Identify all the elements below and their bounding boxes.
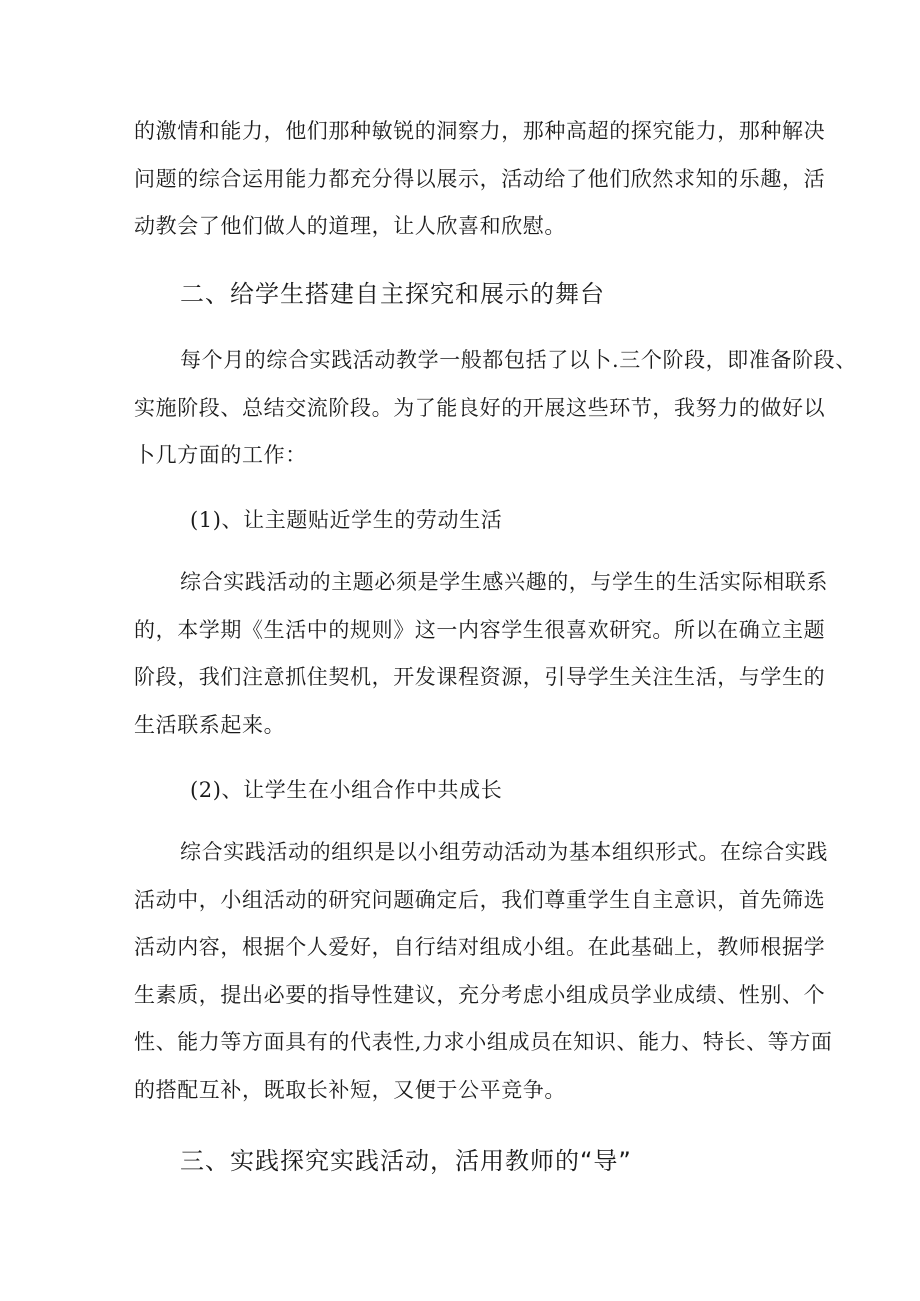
sub2-line-6: 的搭配互补，既取长补短，又便于公平竞争。 bbox=[134, 1078, 566, 1102]
section2-line-2: 实施阶段、总结交流阶段。为了能良好的开展这些环节，我努力的做好以 bbox=[134, 396, 826, 420]
sub2-line-5: 性、能力等方面具有的代表性,力求小组成员在知识、能力、特长、等方面 bbox=[134, 1030, 833, 1054]
sub2-line-4: 生素质，提出必要的指导性建议，充分考虑小组成员学业成绩、性别、个 bbox=[134, 983, 826, 1007]
intro-line-2: 问题的综合运用能力都充分得以展示，活动给了他们欣然求知的乐趣，活 bbox=[134, 167, 826, 191]
section-heading-3: 三、实践探究实践活动，活用教师的“导” bbox=[180, 1147, 632, 1175]
sub1-line-1: 综合实践活动的主题必须是学生感兴趣的，与学生的生活实际相联系 bbox=[180, 570, 828, 594]
sub1-line-2: 的，本学期《生活中的规则》这一内容学生很喜欢研究。所以在确立主题 bbox=[134, 618, 826, 642]
section2-line-1: 每个月的综合实践活动教学一般都包括了以卜.三个阶段，即准备阶段、 bbox=[180, 348, 857, 372]
sub1-line-4: 生活联系起来。 bbox=[134, 713, 286, 737]
section-heading-2: 二、给学生搭建自主探究和展示的舞台 bbox=[180, 280, 605, 308]
sub2-line-3: 活动内容，根据个人爱好，自行结对组成小组。在此基础上，教师根据学 bbox=[134, 935, 826, 959]
subheading-1: (1)、让主题贴近学生的劳动生活 bbox=[190, 508, 503, 532]
sub2-line-2: 活动中，小组活动的研究问题确定后，我们尊重学生自主意识，首先筛选 bbox=[134, 888, 826, 912]
intro-line-3: 动教会了他们做人的道理，让人欣喜和欣慰。 bbox=[134, 214, 566, 238]
sub2-line-1: 综合实践活动的组织是以小组劳动活动为基本组织形式。在综合实践 bbox=[180, 840, 828, 864]
section2-line-3: 卜几方面的工作： bbox=[134, 443, 307, 467]
sub1-line-3: 阶段，我们注意抓住契机，开发课程资源，引导学生关注生活，与学生的 bbox=[134, 665, 826, 689]
intro-line-1: 的激情和能力，他们那种敏锐的洞察力，那种高超的探究能力，那种解决 bbox=[134, 119, 826, 143]
subheading-2: (2)、让学生在小组合作中共成长 bbox=[190, 778, 503, 802]
